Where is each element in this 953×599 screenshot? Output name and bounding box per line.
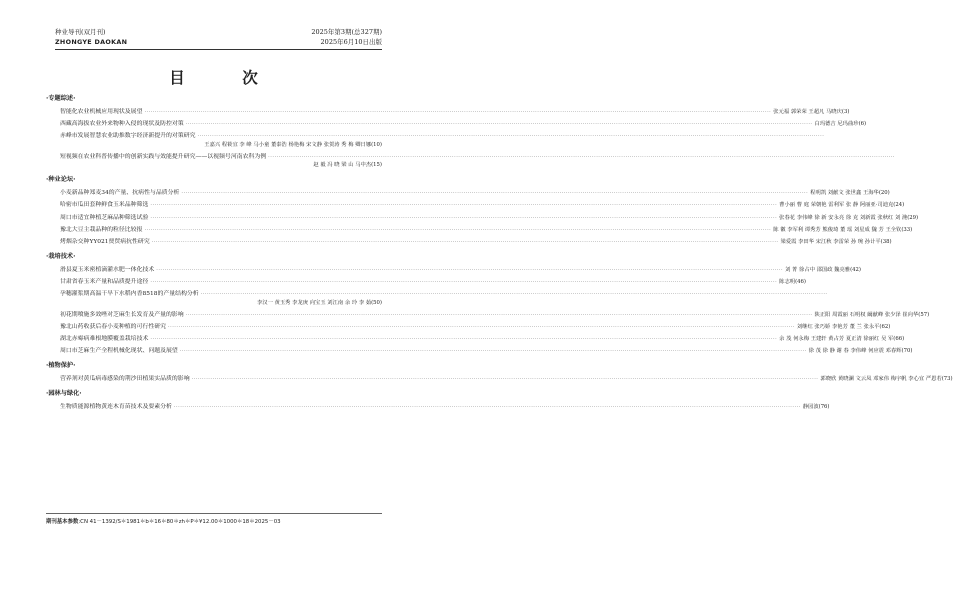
- dot-leader: ············································································································································································································································································································: [150, 335, 778, 342]
- dot-leader: ············································································································································································································································································································: [150, 214, 778, 221]
- dot-leader: ············································································································································································································································································································: [144, 226, 772, 233]
- publish-date: 2025年6月10日出版: [320, 38, 382, 46]
- article-title: 烤烟杂交种YY021贾贸病抗性研究: [60, 238, 150, 245]
- dot-leader: ············································································································································································································································································································: [168, 323, 795, 330]
- toc-entry[interactable]: [46, 238, 892, 247]
- page-title: 目 次: [169, 69, 284, 87]
- dot-leader: ············································································································································································································································································································: [156, 266, 784, 273]
- dot-leader: ············································································································································································································································································································: [144, 109, 772, 115]
- article-authors-page: 静园波(76): [802, 404, 830, 411]
- journal-name-cn: 种业导刊(双月刊): [55, 28, 106, 36]
- toc-entry[interactable]: [46, 347, 913, 356]
- toc-entry[interactable]: [46, 375, 953, 384]
- section-heading: ·园林与绿化·: [46, 390, 82, 398]
- article-title: 豫北大豆主栽品种的粒径比较报: [60, 226, 143, 233]
- toc-entry[interactable]: [46, 214, 919, 223]
- issue-number: 2025年第3期(总327期): [311, 28, 382, 36]
- table-of-contents: [46, 92, 953, 415]
- article-authors-page: 刘继红 张巧娇 李艳芳 董 兰 张永平(62): [796, 323, 891, 330]
- toc-entry[interactable]: [46, 323, 891, 332]
- article-title: 生物质能源植物黄连木育苗技术及要素分析: [60, 404, 172, 411]
- section-heading: ·栽培技术·: [46, 252, 76, 260]
- article-title: 赤峰市发展智慧农业助推数字经济新提升的对策研究: [60, 133, 196, 140]
- toc-entry[interactable]: [46, 290, 828, 307]
- section-heading: ·种业论坛·: [46, 176, 76, 184]
- journal-name-en: ZHONGYE DAOKAN: [55, 38, 128, 46]
- footer-rule: [46, 513, 382, 514]
- article-title: 小麦新品种郑麦34的产量、抗病性与品质分析: [60, 190, 180, 197]
- header-right: [311, 27, 382, 47]
- toc-entry[interactable]: [46, 201, 905, 210]
- article-title: 甘肃省春玉米产量和品质提升途径: [60, 278, 149, 285]
- article-authors-page: 李汉一 黄玉秀 李龙庚 向宝玉 刘江南 余 玲 李 茹(50): [257, 299, 382, 306]
- article-authors-page: 刘 菁 徐占中 邵国政 魏亮雅(42): [785, 266, 861, 273]
- article-authors-page: 陈志明(46): [779, 278, 806, 285]
- article-title: 短视频在农业科普传播中的创新实践与效能提升研究——以视频号河南农科为例: [60, 153, 267, 160]
- toc-entry[interactable]: [46, 132, 825, 149]
- toc-entry[interactable]: [46, 311, 930, 320]
- article-title: 智能化农业机械应用现状及展望: [60, 109, 143, 115]
- article-title: 豫北山药收获后春小麦种植的可行性研究: [60, 323, 167, 330]
- article-authors-page: 梁爱霞 李田华 宋江秋 李雷荣 孙 琬 孙计平(38): [780, 238, 892, 245]
- dot-leader: ············································································································································································································································································································: [200, 291, 828, 298]
- article-title: 西藏高海拔农业外来物种入侵的现状及防控对策: [60, 121, 184, 128]
- dot-leader: ············································································································································································································································································································: [185, 121, 813, 128]
- section-heading: ·专题综述·: [46, 95, 76, 102]
- article-authors-page: 徐 茂 徐 静 谢 春 李伟峰 何应震 邓春辉(70): [808, 347, 913, 354]
- toc-entry[interactable]: [46, 120, 867, 129]
- toc-entry[interactable]: [46, 153, 895, 170]
- article-title: 滑县夏玉米密植滴灌水肥一体化技术: [60, 266, 155, 273]
- article-title: 初花期喷施多效唑对芝麻生长发育及产量的影响: [60, 311, 184, 318]
- article-authors-page: 余 茂 何永梅 王建轩 黄占芳 夏正清 徐丽红 吴 军(66): [779, 335, 905, 342]
- dot-leader: ············································································································································································································································································································: [179, 347, 807, 354]
- article-title: 孕穗灌浆期高温干旱下水稻内香8518的产量结构分析: [60, 291, 199, 298]
- toc-entry[interactable]: [46, 189, 890, 198]
- dot-leader: ············································································································································································································································································································: [181, 190, 809, 197]
- footer-params: [46, 517, 281, 525]
- article-authors-page: 王嘉兴 程筱宜 李 峰 马小童 董泰浩 杨艳梅 宋文静 张贺涛 秀 梅 卿日娜(10): [204, 141, 382, 148]
- article-authors-page: 程明凯 刘献文 张世鑫 王海华(20): [810, 190, 890, 197]
- article-authors-page: 白玛德吉 尼玛曲珍(6): [814, 121, 867, 128]
- toc-entry[interactable]: [46, 403, 830, 412]
- article-authors-page: 郭晓欣 黄晓澜 文云凤 邓家伟 梅宇帆 李心宜 严恩若(73): [820, 376, 953, 382]
- footer-label: 期刊基本参数: [46, 519, 79, 525]
- article-authors-page: 张春花 李伟峰 徐 新 安永亮 徐 克 刘新霞 张秋红 刘 滟(29): [779, 214, 919, 221]
- dot-leader: ············································································································································································································································································································: [150, 202, 778, 209]
- header-left: [55, 27, 127, 47]
- article-title: 周口市芝麻生产全程机械化现状、问题及展望: [60, 347, 178, 354]
- article-authors-page: 曹小丽 曹 庭 荣朝艳 雷利军 张 静 阿丽亚·司迪克(24): [779, 202, 905, 209]
- dot-leader: ············································································································································································································································································································: [185, 311, 813, 318]
- article-title: 湖北赤霉病难根地膜覆盖栽培技术: [60, 335, 149, 342]
- dot-leader: ············································································································································································································································································································: [173, 404, 801, 411]
- dot-leader: ············································································································································································································································································································: [191, 376, 819, 382]
- dot-leader: ············································································································································································································································································································: [268, 153, 895, 160]
- dot-leader: ············································································································································································································································································································: [150, 278, 778, 285]
- toc-entry[interactable]: [46, 278, 806, 287]
- article-authors-page: 陈 徽 李军利 谭秀芳 熊俊琦 董 瑶 刘星成 魏 芳 王全钦(33): [773, 226, 913, 233]
- section-heading: ·植物保护·: [46, 362, 76, 369]
- article-authors-page: 张元福 郭荣荣 王超凡 马晓庆(3): [773, 109, 850, 115]
- article-title: 营养剂对黄瓜病毒感染的荆沙田植果实品质的影响: [60, 376, 190, 382]
- toc-entry[interactable]: [46, 266, 861, 275]
- article-authors-page: 陕正阳 周霞丽 石明权 阚献峰 张少泽 崔向华(57): [814, 311, 930, 318]
- toc-entry[interactable]: [46, 226, 913, 235]
- header-rule: [55, 49, 382, 50]
- article-title: 周口市适宜种植芝麻品种筛选试验: [60, 214, 149, 221]
- dot-leader: ············································································································································································································································································································: [197, 133, 825, 140]
- article-title: 哈密市瓜田套种鲜食玉米品种筛选: [60, 202, 149, 209]
- article-authors-page: 赵 毅 冯 晓 梁 山 马中杰(15): [313, 162, 382, 169]
- footer-text: :CN 41－1392/S＊1981＊b＊16＊80＊zh＊P＊¥12.00＊1000＊18＊2025－03: [78, 519, 281, 525]
- toc-entry[interactable]: [46, 108, 850, 117]
- dot-leader: ············································································································································································································································································································: [151, 238, 779, 245]
- toc-entry[interactable]: [46, 335, 905, 344]
